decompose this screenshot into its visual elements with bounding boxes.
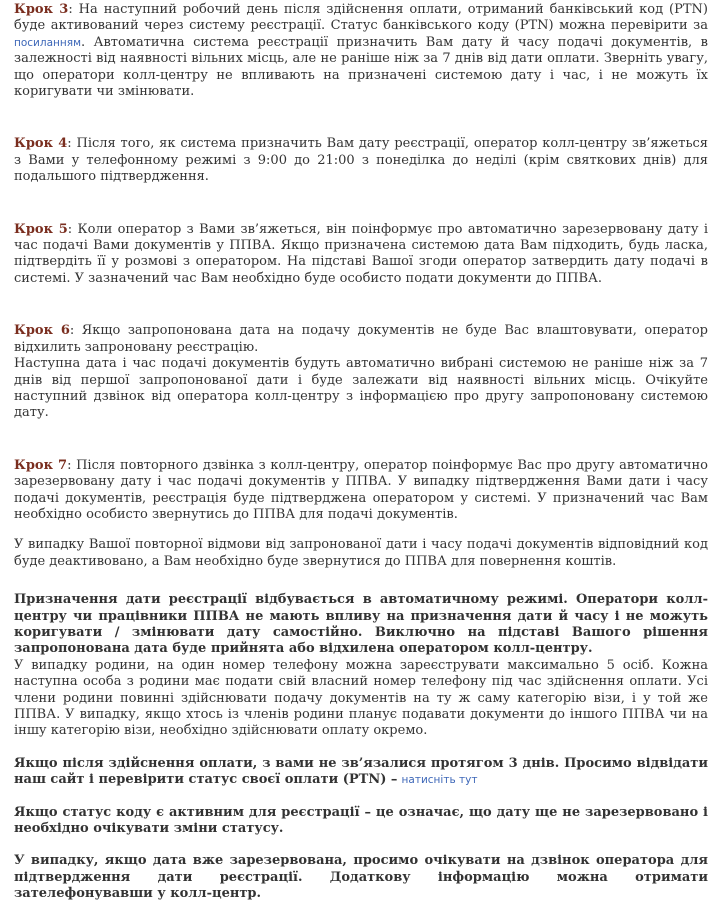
click-here-link[interactable]: натисніть тут xyxy=(401,774,478,787)
notice-text: У випадку родини, на один номер телефону можна зареєструвати максимально 5 осіб. Кожна наступна особа з родини має подати свій власний номер телефону під час здійснення оплати. Усі члени родини повинні здійснювати подачу документів на ту ж саму категорію візи, і у той же ППВА. У випадку, якщо хтось із членів родини планує подавати документи до іншого ППВА чи на іншу категорію візи, необхідно здійснювати оплату окремо. xyxy=(14,657,708,739)
step-7-text: : Після повторного дзвінка з колл-центру, оператор поінформує Вас про другу автоматично зарезервовану дату і час подачі документів у ППВА. У випадку підтвердження Вами дати і часу подачі документів, реєстрація буде підтверджена оператором у системі. У призначений час Вам необхідно особисто звернутись до ППВА для подачі документів. xyxy=(14,457,709,522)
spacer xyxy=(14,740,708,756)
step-5-text: : Коли оператор з Вами зв’яжеться, він поінформує про автоматично зарезервовану дату і час подачі Вами документів у ППВА. Якщо призначена системою дата Вам підходить, будь ласка, підтвердіть її у розмові з оператором. На підставі Вашої згоди оператор затвердить дату подачі в системі. У зазначений час Вам необхідно буде особисто подати документи до ППВА. xyxy=(14,221,709,286)
step-7-label: Крок 7 xyxy=(14,457,68,473)
step-3-text-a: : На наступний робочий день після здійснення оплати, отриманий банківський код (PTN) буде активований через систему реєстрації. Статус банківського коду (PTN) можна перевірити за xyxy=(14,2,708,34)
spacer xyxy=(14,789,708,805)
contact-paragraph xyxy=(14,756,708,789)
step-7-paragraph-2: У випадку Вашої повторної відмови від запронованої дати і часу подачі документів відповідний код буде деактивовано, а Вам необхідно буде звернутися до ППВА для повернення коштів. xyxy=(14,537,708,569)
step-7-paragraph xyxy=(14,458,708,524)
step-4-paragraph xyxy=(14,136,708,185)
status-active-paragraph: Якщо статус коду є активним для реєстрації – це означає, що дату ще не зарезервовано і необхідно очікувати зміни статусу. xyxy=(14,804,708,837)
spacer xyxy=(14,570,708,592)
notice-bold: Призначення дати реєстрації відбувається в автоматичному режимі. Оператори колл-центру чи працівники ППВА не мають впливу на призначення дати й часу і не можуть коригувати / змінювати дату самостійно. Виключно на підставі Вашого рішення запропонована дата буде прийнята або відхилена оператором колл-центру. xyxy=(14,592,708,657)
step-3-text-b: . Автоматична система реєстрації призначить Вам дату й часу подачі документів, в залежності від наявності вільних місць, але не раніше ніж за 7 днів від дати оплати. Зверніть увагу, що оператори колл-центру не впливають на призначені системою дату і час, і не можуть їх коригувати чи змінювати. xyxy=(14,34,708,100)
step-3-paragraph xyxy=(14,2,708,100)
spacer xyxy=(14,837,708,853)
step-4-text: : Після того, як система призначить Вам дату реєстрації, оператор колл-центру зв’яжеться з Вами у телефонному режимі з 9:00 до 21:00 з понеділка до неділі (крім святкових днів) для подальшого підтвердження. xyxy=(14,136,709,185)
reserved-paragraph: У випадку, якщо дата вже зарезервована, просимо очікувати на дзвінок оператора для підтвердження дати реєстрації. Додаткову інформацію можна отримати зателефонувавши у колл-центр. xyxy=(14,853,708,902)
step-6-paragraph xyxy=(14,323,708,356)
step-6-text: : Якщо запропонована дата на подачу документів не буде Вас влаштовувати, оператор відхилить запроновану реєстрацію. xyxy=(14,323,708,355)
step-6-paragraph-2: Наступна дата і час подачі документів будуть автоматично вибрані системою не раніше ніж за 7 днів від першої запропонованої дати і буде залежати від наявності вільних місць. Очікуйте наступний дзвінок від оператора колл-центру з інформацією про другу запропоновану системою дату. xyxy=(14,356,708,421)
step-4-label: Крок 4 xyxy=(14,136,68,152)
step-6-label: Крок 6 xyxy=(14,323,70,339)
contact-bold: Якщо після здійснення оплати, з вами не зв’язалися протягом 3 днів. Просимо відвідати наш сайт і перевірити статус своєї оплати (PTN) – xyxy=(14,755,708,788)
step-5-label: Крок 5 xyxy=(14,221,68,237)
step-3-label: Крок 3 xyxy=(14,2,69,17)
step-5-paragraph xyxy=(14,222,708,288)
ptn-status-link[interactable]: посиланням xyxy=(14,36,81,49)
